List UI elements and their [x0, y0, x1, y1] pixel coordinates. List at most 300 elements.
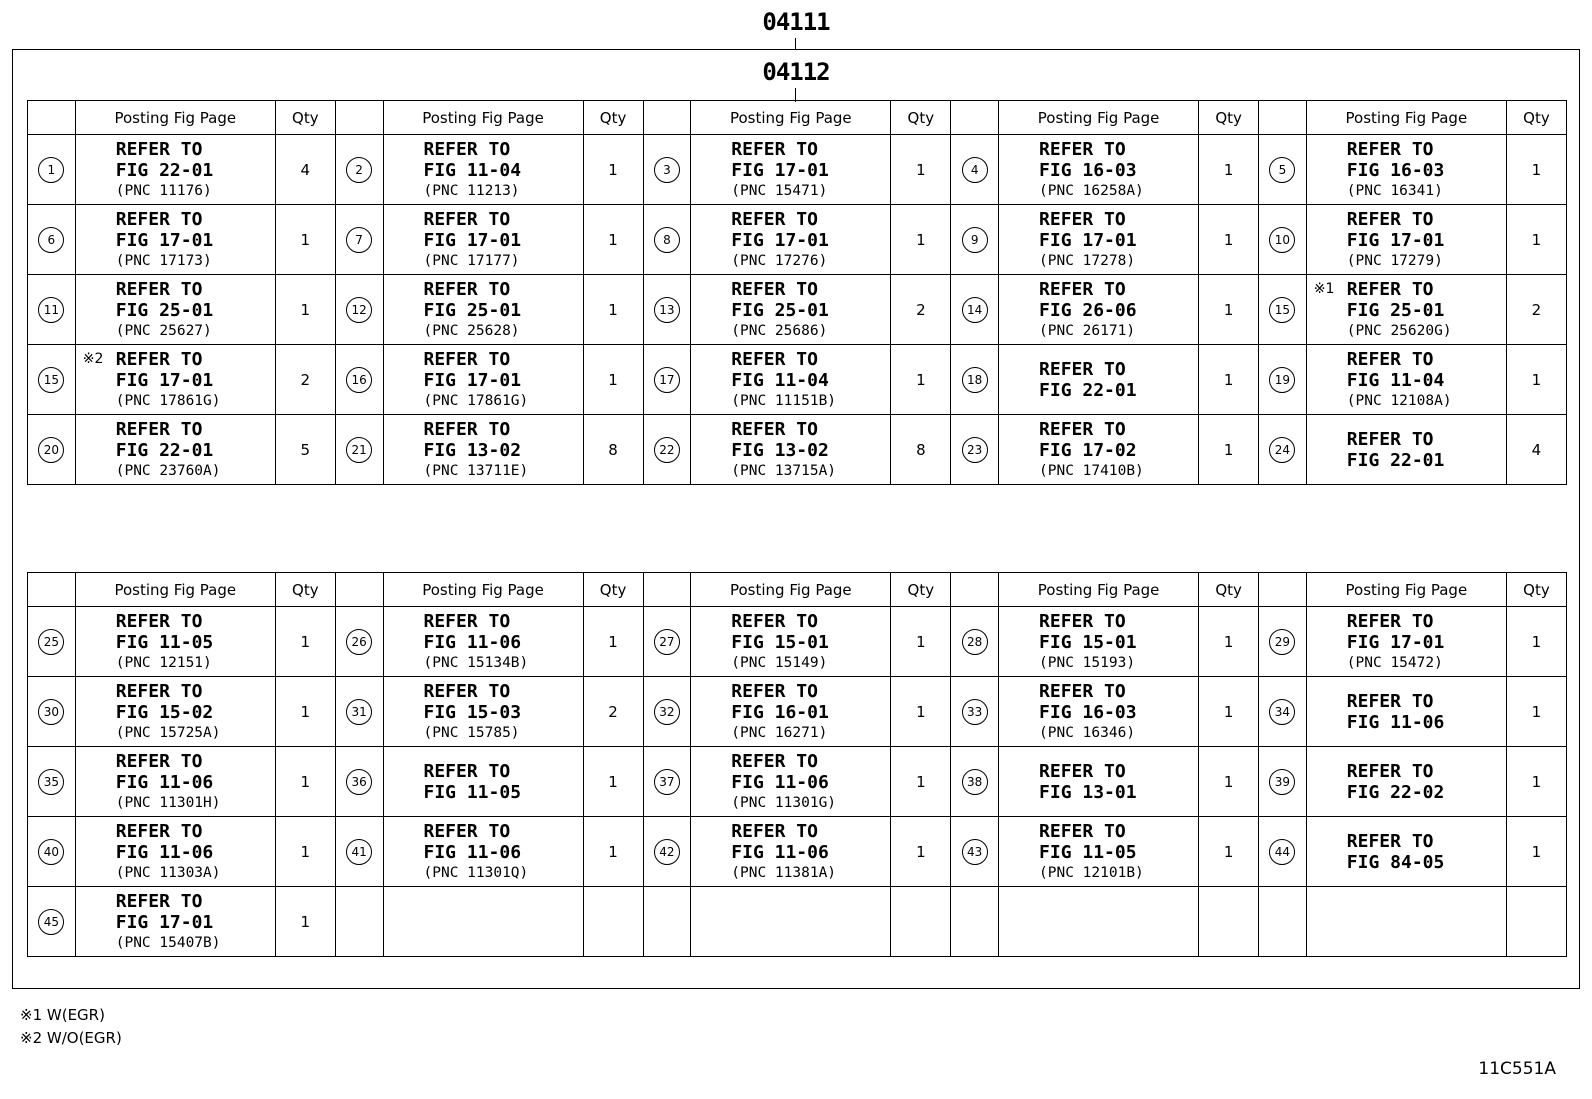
posting-fig-page-cell	[1306, 205, 1506, 275]
qty-cell: 1	[583, 135, 643, 205]
item-number-cell	[951, 887, 999, 957]
posting-fig-page-cell	[999, 345, 1199, 415]
refer-to-label: REFER TO	[1346, 348, 1434, 370]
item-number-cell	[1259, 415, 1307, 485]
refer-to-label: REFER TO	[1039, 760, 1126, 782]
refer-to-label: REFER TO	[423, 208, 511, 230]
refer-text	[999, 209, 1198, 271]
posting-fig-page-cell	[999, 677, 1199, 747]
pnc-number: (PNC 11303A)	[115, 864, 221, 881]
item-number-badge: 25	[38, 629, 64, 655]
item-number-badge: 4	[962, 157, 988, 183]
header-qty: Qty	[583, 101, 643, 135]
fig-reference: FIG 17-01	[423, 229, 522, 251]
refer-text	[691, 279, 890, 341]
item-number-badge: 19	[1269, 367, 1295, 393]
qty-cell: 4	[275, 135, 335, 205]
refer-to-label: REFER TO	[1039, 610, 1126, 632]
posting-fig-page-cell	[999, 415, 1199, 485]
posting-fig-page-cell	[1306, 135, 1506, 205]
item-number-cell	[643, 607, 691, 677]
qty-cell: 8	[891, 415, 951, 485]
qty-cell: 1	[275, 205, 335, 275]
item-number-badge: 39	[1269, 769, 1295, 795]
refer-text	[76, 279, 275, 341]
posting-fig-page-cell	[999, 205, 1199, 275]
refer-text	[691, 419, 890, 481]
fig-reference: FIG 11-04	[423, 159, 522, 181]
item-number-cell	[335, 747, 383, 817]
item-number-cell	[643, 747, 691, 817]
item-number-badge: 36	[346, 769, 372, 795]
item-number-cell	[1259, 747, 1307, 817]
qty-cell: 1	[891, 205, 951, 275]
qty-cell: 1	[583, 817, 643, 887]
qty-cell: 1	[891, 817, 951, 887]
fig-reference: FIG 17-01	[115, 369, 214, 391]
refer-to-label: REFER TO	[731, 418, 818, 440]
pnc-number: (PNC 13711E)	[423, 462, 529, 479]
qty-cell: 1	[1506, 747, 1566, 817]
qty-cell	[583, 887, 643, 957]
refer-to-label: REFER TO	[423, 138, 511, 160]
item-number-cell	[28, 887, 76, 957]
qty-cell: 1	[891, 747, 951, 817]
posting-fig-page-cell	[383, 607, 583, 677]
header-posting-fig-page: Posting Fig Page	[999, 101, 1199, 135]
posting-fig-page-cell	[75, 817, 275, 887]
qty-cell: 1	[1506, 205, 1566, 275]
refer-text	[76, 681, 275, 743]
pnc-number: (PNC 16341)	[1346, 182, 1443, 199]
fig-reference: FIG 11-06	[731, 771, 829, 793]
pnc-number: (PNC 16258A)	[1039, 182, 1144, 199]
qty-cell: 1	[583, 275, 643, 345]
item-number-badge: 45	[38, 909, 64, 935]
pnc-number: (PNC 16271)	[731, 724, 828, 741]
fig-reference: FIG 11-06	[423, 631, 522, 653]
refer-text	[76, 209, 275, 271]
item-number-badge: 3	[654, 157, 680, 183]
item-number-cell	[28, 817, 76, 887]
table-row	[28, 887, 1567, 957]
qty-cell: 1	[891, 677, 951, 747]
item-number-badge: 35	[38, 769, 64, 795]
item-number-badge: 6	[38, 227, 64, 253]
item-number-badge: 8	[654, 227, 680, 253]
item-number-cell	[28, 275, 76, 345]
posting-fig-page-cell	[383, 345, 583, 415]
qty-cell: 1	[583, 345, 643, 415]
posting-fig-page-cell	[75, 345, 275, 415]
refer-text	[691, 751, 890, 813]
refer-text	[999, 139, 1198, 201]
qty-cell: 8	[583, 415, 643, 485]
refer-to-label: REFER TO	[423, 680, 511, 702]
item-number-cell	[28, 747, 76, 817]
refer-to-label: REFER TO	[115, 208, 203, 230]
item-number-cell	[643, 887, 691, 957]
qty-cell: 1	[275, 275, 335, 345]
refer-to-label: REFER TO	[731, 138, 818, 160]
refer-text	[999, 761, 1198, 803]
table-row	[28, 205, 1567, 275]
fig-reference: FIG 17-01	[115, 229, 214, 251]
posting-fig-page-cell	[383, 205, 583, 275]
item-number-cell	[335, 275, 383, 345]
fig-reference: FIG 25-01	[731, 299, 829, 321]
pnc-number: (PNC 25620G)	[1346, 322, 1452, 339]
item-number-badge: 22	[654, 437, 680, 463]
item-number-cell	[1259, 345, 1307, 415]
header-qty: Qty	[275, 573, 335, 607]
posting-fig-page-cell	[383, 887, 583, 957]
parts-table-upper	[27, 100, 1567, 485]
refer-text	[384, 349, 583, 411]
fig-reference: FIG 22-02	[1346, 781, 1445, 803]
qty-cell	[1199, 887, 1259, 957]
pnc-number: (PNC 17410B)	[1039, 462, 1144, 479]
refer-to-label: REFER TO	[731, 348, 818, 370]
item-number-badge: 34	[1269, 699, 1295, 725]
refer-to-label: REFER TO	[1039, 278, 1126, 300]
item-number-cell	[335, 677, 383, 747]
header-posting-fig-page: Posting Fig Page	[383, 101, 583, 135]
fig-reference: FIG 11-05	[1039, 841, 1137, 863]
item-number-badge: 21	[346, 437, 372, 463]
posting-fig-page-cell	[75, 677, 275, 747]
pnc-number: (PNC 17278)	[1039, 252, 1136, 269]
item-number-cell	[951, 747, 999, 817]
posting-fig-page-cell	[383, 677, 583, 747]
table-row	[28, 677, 1567, 747]
qty-cell: 2	[1506, 275, 1566, 345]
item-number-badge: 1	[38, 157, 64, 183]
qty-cell: 1	[891, 135, 951, 205]
refer-text	[384, 139, 583, 201]
posting-fig-page-cell	[691, 677, 891, 747]
item-number-badge: 24	[1269, 437, 1295, 463]
pnc-number: (PNC 17279)	[1346, 252, 1443, 269]
item-number-badge: 18	[962, 367, 988, 393]
pnc-number: (PNC 11176)	[115, 182, 212, 199]
item-number-cell	[28, 677, 76, 747]
pnc-number: (PNC 23760A)	[115, 462, 221, 479]
posting-fig-page-cell	[75, 747, 275, 817]
fig-reference: FIG 17-01	[115, 911, 214, 933]
table-row	[28, 135, 1567, 205]
posting-fig-page-cell	[75, 607, 275, 677]
item-number-badge: 15	[1269, 297, 1295, 323]
posting-fig-page-cell	[383, 135, 583, 205]
header-posting-fig-page: Posting Fig Page	[691, 573, 891, 607]
pnc-number: (PNC 11381A)	[731, 864, 837, 881]
posting-fig-page-cell	[691, 345, 891, 415]
item-number-cell	[643, 275, 691, 345]
fig-reference: FIG 25-01	[423, 299, 522, 321]
footnote-mark: ※1	[1313, 281, 1335, 297]
item-number-badge: 27	[654, 629, 680, 655]
qty-cell	[1506, 887, 1566, 957]
fig-reference: FIG 15-02	[115, 701, 214, 723]
refer-text	[691, 611, 890, 673]
fig-reference: FIG 16-03	[1039, 701, 1137, 723]
item-number-cell	[951, 415, 999, 485]
refer-text	[999, 611, 1198, 673]
header-qty: Qty	[583, 573, 643, 607]
refer-to-label: REFER TO	[1346, 830, 1434, 852]
refer-text	[76, 139, 275, 201]
pnc-number: (PNC 15193)	[1039, 654, 1136, 671]
refer-text	[76, 891, 275, 953]
item-number-cell	[1259, 677, 1307, 747]
header-index-cell	[643, 573, 691, 607]
fig-reference: FIG 11-06	[115, 771, 214, 793]
item-number-badge: 9	[962, 227, 988, 253]
item-number-badge: 13	[654, 297, 680, 323]
item-number-cell	[335, 415, 383, 485]
refer-to-label: REFER TO	[731, 610, 818, 632]
posting-fig-page-cell	[691, 747, 891, 817]
header-posting-fig-page: Posting Fig Page	[999, 573, 1199, 607]
fig-reference: FIG 25-01	[115, 299, 214, 321]
item-number-badge: 2	[346, 157, 372, 183]
qty-cell: 1	[275, 677, 335, 747]
posting-fig-page-cell	[999, 607, 1199, 677]
fig-reference: FIG 16-03	[1346, 159, 1445, 181]
item-number-badge: 16	[346, 367, 372, 393]
posting-fig-page-cell	[691, 275, 891, 345]
posting-fig-page-cell	[75, 887, 275, 957]
header-index-cell	[1259, 573, 1307, 607]
pnc-number: (PNC 15134B)	[423, 654, 529, 671]
pnc-number: (PNC 15472)	[1346, 654, 1443, 671]
pnc-number: (PNC 11213)	[423, 182, 520, 199]
posting-fig-page-cell	[383, 275, 583, 345]
qty-cell: 1	[891, 345, 951, 415]
refer-to-label: REFER TO	[115, 278, 203, 300]
qty-cell: 1	[1199, 345, 1259, 415]
pnc-number: (PNC 17173)	[115, 252, 212, 269]
item-number-cell	[335, 607, 383, 677]
posting-fig-page-cell	[999, 817, 1199, 887]
refer-to-label: REFER TO	[1346, 278, 1434, 300]
fig-reference: FIG 17-01	[1039, 229, 1137, 251]
header-index-cell	[335, 573, 383, 607]
posting-fig-page-cell	[999, 747, 1199, 817]
posting-fig-page-cell	[691, 135, 891, 205]
pnc-number: (PNC 12108A)	[1346, 392, 1452, 409]
refer-text	[384, 209, 583, 271]
fig-reference: FIG 17-01	[423, 369, 522, 391]
qty-cell: 1	[275, 887, 335, 957]
item-number-cell	[951, 135, 999, 205]
item-number-badge: 20	[38, 437, 64, 463]
posting-fig-page-cell	[1306, 747, 1506, 817]
refer-text	[691, 139, 890, 201]
fig-reference: FIG 25-01	[1346, 299, 1445, 321]
fig-reference: FIG 17-01	[731, 229, 829, 251]
qty-cell: 1	[1199, 607, 1259, 677]
refer-text	[999, 681, 1198, 743]
item-number-badge: 12	[346, 297, 372, 323]
qty-cell: 1	[275, 817, 335, 887]
item-number-cell	[335, 817, 383, 887]
item-number-cell	[335, 205, 383, 275]
posting-fig-page-cell	[1306, 345, 1506, 415]
posting-fig-page-cell	[1306, 677, 1506, 747]
refer-text	[384, 681, 583, 743]
posting-fig-page-cell	[383, 817, 583, 887]
pnc-number: (PNC 12151)	[115, 654, 212, 671]
item-number-badge: 40	[38, 839, 64, 865]
table-row	[28, 345, 1567, 415]
item-number-cell	[1259, 205, 1307, 275]
posting-fig-page-cell	[691, 607, 891, 677]
posting-fig-page-cell	[383, 747, 583, 817]
item-number-badge: 5	[1269, 157, 1295, 183]
item-number-cell	[643, 135, 691, 205]
fig-reference: FIG 11-06	[1346, 711, 1445, 733]
posting-fig-page-cell	[691, 205, 891, 275]
fig-reference: FIG 11-04	[731, 369, 829, 391]
item-number-badge: 28	[962, 629, 988, 655]
footnote-1: ※1 W(EGR)	[20, 1006, 105, 1024]
table-row	[28, 275, 1567, 345]
pnc-number: (PNC 11151B)	[731, 392, 837, 409]
pnc-number: (PNC 15407B)	[115, 934, 221, 951]
pnc-number: (PNC 15725A)	[115, 724, 221, 741]
refer-text	[1307, 139, 1506, 201]
footnote-2: ※2 W/O(EGR)	[20, 1029, 122, 1047]
fig-reference: FIG 13-02	[423, 439, 522, 461]
header-index-cell	[951, 573, 999, 607]
pnc-number: (PNC 25686)	[731, 322, 828, 339]
fig-reference: FIG 11-04	[1346, 369, 1445, 391]
refer-text	[1307, 429, 1506, 471]
fig-reference: FIG 22-01	[1346, 449, 1445, 471]
refer-to-label: REFER TO	[1039, 820, 1126, 842]
qty-cell: 4	[1506, 415, 1566, 485]
fig-reference: FIG 11-06	[115, 841, 214, 863]
refer-to-label: REFER TO	[115, 750, 203, 772]
pnc-number: (PNC 15149)	[731, 654, 828, 671]
fig-reference: FIG 13-02	[731, 439, 829, 461]
table-row	[28, 607, 1567, 677]
refer-to-label: REFER TO	[115, 890, 203, 912]
refer-to-label: REFER TO	[1346, 690, 1434, 712]
header-qty: Qty	[891, 101, 951, 135]
pnc-number: (PNC 13715A)	[731, 462, 837, 479]
item-number-badge: 15	[38, 367, 64, 393]
item-number-badge: 29	[1269, 629, 1295, 655]
refer-text	[1307, 349, 1506, 411]
refer-to-label: REFER TO	[731, 750, 818, 772]
refer-text	[1307, 279, 1506, 341]
refer-to-label: REFER TO	[423, 820, 511, 842]
fig-reference: FIG 15-01	[1039, 631, 1137, 653]
posting-fig-page-cell	[75, 205, 275, 275]
refer-text	[1307, 611, 1506, 673]
header-posting-fig-page: Posting Fig Page	[75, 101, 275, 135]
refer-to-label: REFER TO	[115, 348, 203, 370]
refer-text	[1307, 831, 1506, 873]
fig-reference: FIG 11-05	[423, 781, 522, 803]
refer-to-label: REFER TO	[731, 680, 818, 702]
fig-reference: FIG 13-01	[1039, 781, 1137, 803]
fig-reference: FIG 84-05	[1346, 851, 1445, 873]
refer-text	[384, 761, 583, 803]
header-qty: Qty	[1199, 101, 1259, 135]
item-number-cell	[951, 275, 999, 345]
header-qty: Qty	[275, 101, 335, 135]
refer-text	[384, 611, 583, 673]
fig-reference: FIG 26-06	[1039, 299, 1137, 321]
header-posting-fig-page: Posting Fig Page	[383, 573, 583, 607]
item-number-cell	[335, 345, 383, 415]
posting-fig-page-cell	[1306, 275, 1506, 345]
qty-cell	[891, 887, 951, 957]
refer-text	[76, 821, 275, 883]
qty-cell: 1	[1506, 817, 1566, 887]
qty-cell: 1	[583, 205, 643, 275]
refer-to-label: REFER TO	[115, 680, 203, 702]
item-number-badge: 7	[346, 227, 372, 253]
qty-cell: 1	[583, 747, 643, 817]
table-row	[28, 817, 1567, 887]
pnc-number: (PNC 25627)	[115, 322, 212, 339]
fig-reference: FIG 15-01	[731, 631, 829, 653]
qty-cell: 1	[1506, 135, 1566, 205]
refer-text	[76, 419, 275, 481]
qty-cell: 1	[1199, 275, 1259, 345]
fig-reference: FIG 11-06	[423, 841, 522, 863]
footnotes	[20, 1004, 122, 1050]
item-number-cell	[951, 607, 999, 677]
assembly-code-top: 04111	[762, 8, 830, 36]
item-number-cell	[951, 205, 999, 275]
refer-text	[691, 209, 890, 271]
pnc-number: (PNC 16346)	[1039, 724, 1136, 741]
header-index-cell	[951, 101, 999, 135]
item-number-cell	[1259, 817, 1307, 887]
table-row	[28, 415, 1567, 485]
fig-reference: FIG 17-01	[731, 159, 829, 181]
header-index-cell	[335, 101, 383, 135]
fig-reference: FIG 22-01	[1039, 379, 1137, 401]
item-number-badge: 30	[38, 699, 64, 725]
posting-fig-page-cell	[691, 415, 891, 485]
qty-cell: 1	[583, 607, 643, 677]
item-number-cell	[951, 817, 999, 887]
fig-reference: FIG 16-01	[731, 701, 829, 723]
fig-reference: FIG 17-02	[1039, 439, 1137, 461]
item-number-cell	[951, 677, 999, 747]
qty-cell: 1	[275, 607, 335, 677]
refer-text	[1307, 209, 1506, 271]
posting-fig-page-cell	[75, 275, 275, 345]
qty-cell: 5	[275, 415, 335, 485]
item-number-cell	[335, 887, 383, 957]
header-posting-fig-page: Posting Fig Page	[691, 101, 891, 135]
header-posting-fig-page: Posting Fig Page	[1306, 101, 1506, 135]
pnc-number: (PNC 15785)	[423, 724, 520, 741]
posting-fig-page-cell	[999, 135, 1199, 205]
refer-text	[1307, 761, 1506, 803]
refer-text	[999, 359, 1198, 401]
refer-to-label: REFER TO	[1346, 138, 1434, 160]
item-number-cell	[28, 205, 76, 275]
